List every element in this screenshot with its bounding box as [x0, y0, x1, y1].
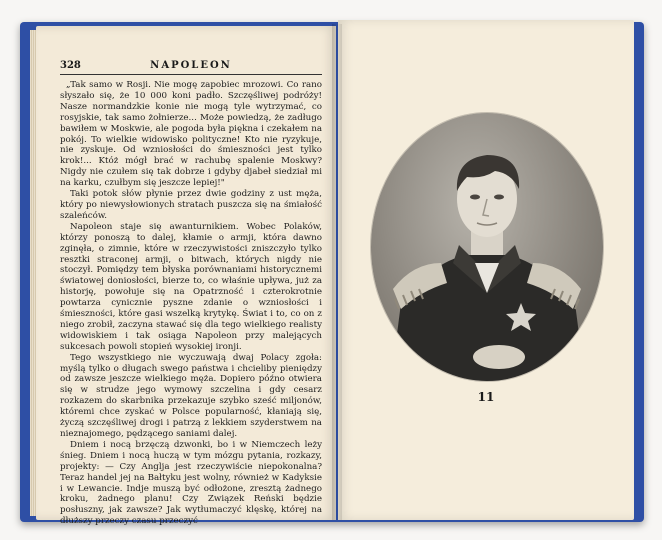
napoleon-portrait: [371, 113, 603, 381]
page-header: [60, 60, 322, 74]
paragraph: Dniem i nocą brzęczą dzwonki, bo i w Niemczech leży śnieg. Dniem i nocą huczą w tym mózgu pytania, rozkazy, projekty: — Czy Anglja jest rzeczywiście niepokonalna? Teraz handel jej na Bałtyku jest wolny, również w Kadyksie i w Lewancie. Indje muszą być odłożone, zresztą żadnego kroku, żadnego planu! Czy Związek Reński będzie posłuszny, jak zawsze? Jak wytłumaczyć klęskę, której na dłuższy przeczy czasu przeczyć: [60, 439, 322, 527]
running-head: NAPOLEON: [150, 60, 232, 71]
page-number: 328: [60, 60, 81, 71]
book-gutter: [332, 24, 342, 520]
paragraph: Tego wszystkiego nie wyczuwają dwaj Polacy zgoła: myślą tylko o długach swego państwa i chcieliby pieniędzy od zawsze jeszcze wielkiego męża. Dopiero późno otwiera się w strudze jego wymowy szczelina i gdy cesarz rozkazem do skarbnika przekazuje szybko sześć miljonów, któremi chce zyskać w Polsce popularność, kłaniają się, życzą szczęśliwej drogi i patrzą z lekkiem szyderstwem na nieznajomego, pędzącego saniami dalej.: [60, 352, 322, 439]
plate-number: 11: [477, 390, 495, 404]
header-rule: [60, 74, 322, 75]
page-text: [60, 80, 322, 527]
paragraph: Napoleon staje się awanturnikiem. Wobec Polaków, którzy ponoszą to dalej, kłamie o armji, która dawno zginęła, o zimnie, które w rzeczywistości zniszczyło tylko resztki straconej armji, o bitwach, których nigdy nie stoczył. Pomiędzy tem błyska porównaniami historycznemi światowej doniosłości, bierze to, co właśnie upływa, już za historję, powołuje się na Opatrzność i czterokrotnie powtarza cynicznie pyszne zdanie o wzniosłości i śmieszności, które gasi wszelką krytykę. Świat i to, co on z niego zrobił, zaczyna stawać się dla tego wielkiego realisty widowiskiem i tak osiąga Napoleon przy malejących sukcesach powoli stopień wysokiej ironji.: [60, 221, 322, 352]
paragraph: Taki potok słów płynie przez dwie godziny z ust męża, który po niewysłowionych stratach puszcza się na śmiałość szaleńców.: [60, 189, 322, 221]
portrait-plate: [371, 113, 603, 381]
paragraph: „Tak samo w Rosji. Nie mogę zapobiec mrozowi. Co rano słyszało się, że 10 000 koni padło. Szczęśliwej podróży! Nasze normandzkie konie nie mogą tyle wytrzymać, co rosyjskie, tak samo żołnierze... Może powiedzą, że zadługo bawiłem w Moskwie, ale pogoda była piękna i czekałem na pokój. To wielkie widowisko polityczne! Kto nie ryzykuje, nie zyskuje. Od wzniosłości do śmieszności jest tylko krok!... Któż mógł brać w rachubę spalenie Moskwy? Nigdy nie czułem się tak dobrze i gdyby djabeł siedział mi na karku, czułbym się jeszcze lepiej!": [60, 80, 322, 189]
